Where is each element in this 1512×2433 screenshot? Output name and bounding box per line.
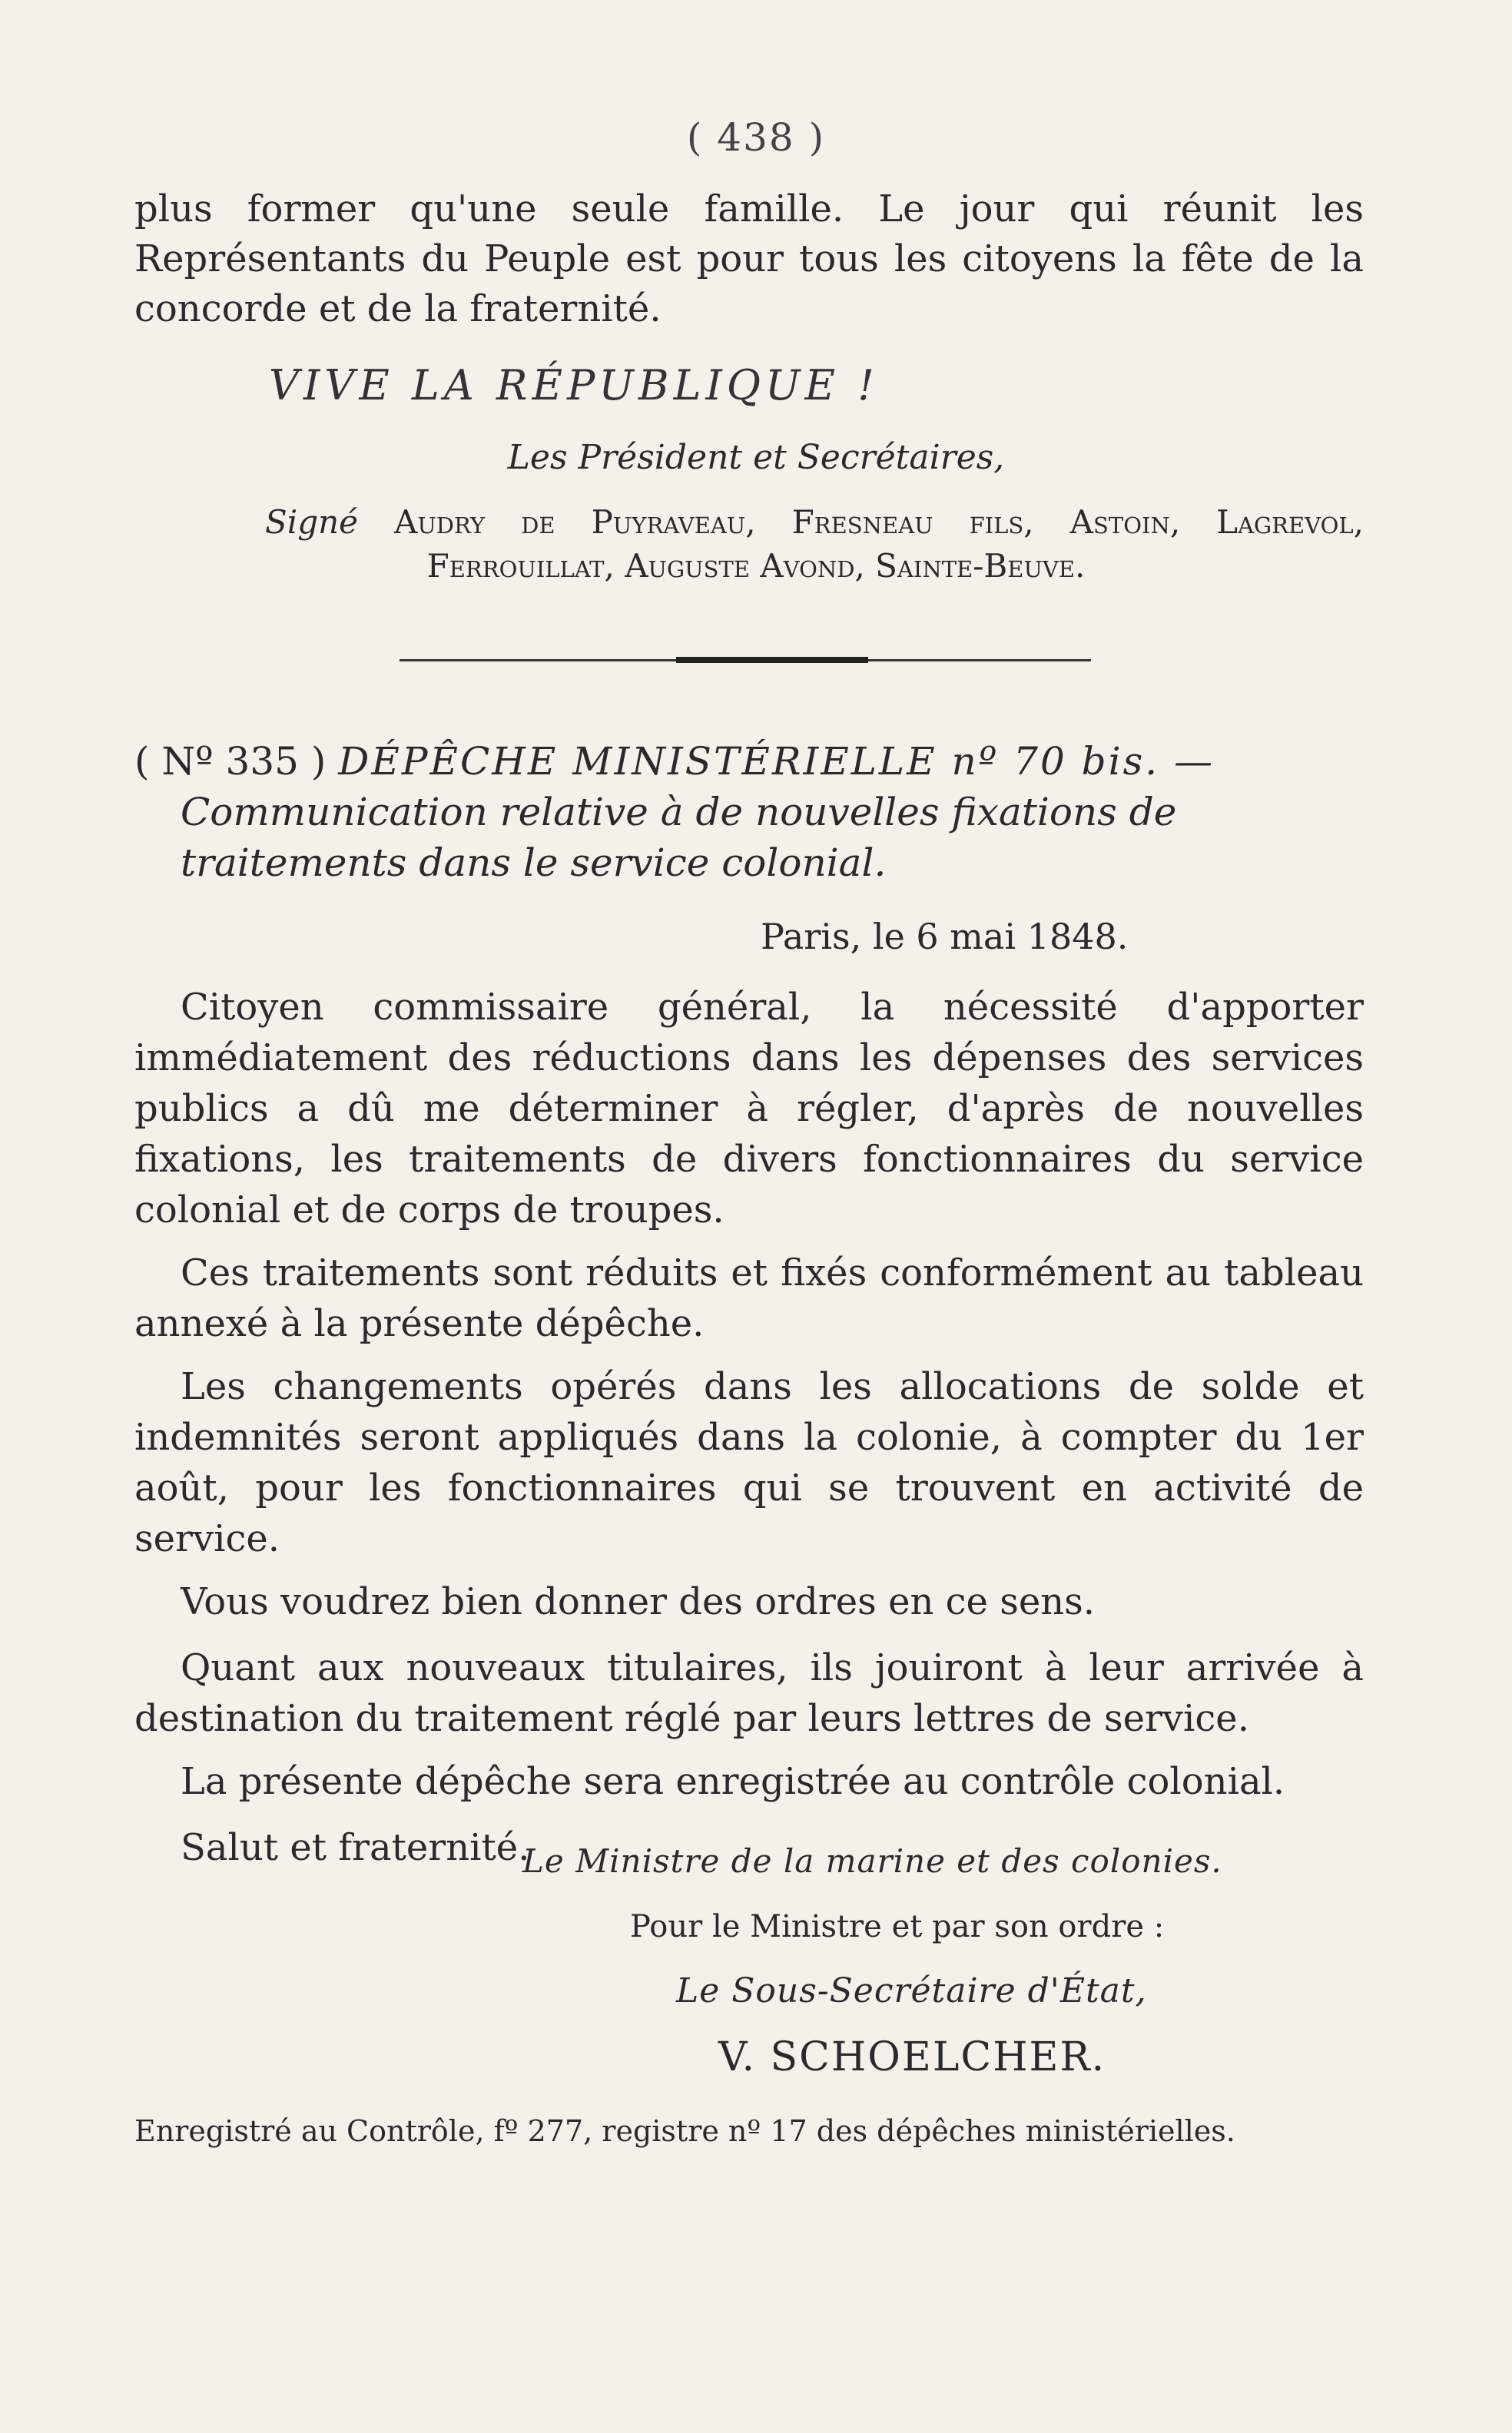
signe-label: Signé bbox=[265, 503, 358, 541]
paragraph-5: Quant aux nouveaux titulaires, ils jouiront à leur arrivée à destination du traitement réglé par leurs lettres de service. bbox=[134, 1646, 1364, 1740]
separator-ornament bbox=[676, 657, 868, 663]
vive-la-republique: VIVE LA RÉPUBLIQUE ! bbox=[269, 361, 879, 409]
sous-secretaire: Le Sous-Secrétaire d'État, bbox=[676, 1971, 1147, 2010]
depeche-subtitle: Communication relative à de nouvelles fixations de traitements dans le service colonial. bbox=[181, 790, 1177, 885]
paragraph-2: Ces traitements sont réduits et fixés conformément au tableau annexé à la présente dépêche. bbox=[134, 1251, 1364, 1345]
page-number: ( 438 ) bbox=[686, 115, 826, 160]
depeche-number: ( Nº 335 ) bbox=[134, 739, 327, 784]
signature-name: V. SCHOELCHER. bbox=[718, 2034, 1106, 2080]
signatories-names-1: Audry de Puyraveau, Fresneau fils, Astoin, Lagrevol, bbox=[394, 503, 1364, 541]
paragraph-1: Citoyen commissaire général, la nécessité d'apporter immédiatement des réductions dans les dépenses des services publics a dû me déterminer à régler, d'après de nouvelles fixations, les traitements de divers fonctionnaires du service colonial et de corps de troupes. bbox=[134, 986, 1364, 1231]
pour-le-ministre: Pour le Ministre et par son ordre : bbox=[630, 1909, 1165, 1944]
depeche-heading: DÉPÊCHE MINISTÉRIELLE nº 70 bis. — bbox=[338, 739, 1215, 784]
top-paragraph bbox=[134, 184, 1364, 334]
letter-body bbox=[134, 982, 1364, 1888]
paragraph-4: Vous voudrez bien donner des ordres en ce sens. bbox=[181, 1580, 1096, 1623]
president-secretaires: Les Président et Secrétaires, bbox=[507, 438, 1005, 477]
top-paragraph-text: plus former qu'une seule famille. Le jour qui réunit les Représentants du Peuple est pour tous les citoyens la fête de la concorde et de la fraternité. bbox=[134, 187, 1364, 330]
depeche-title bbox=[134, 736, 1364, 888]
paragraph-7: Salut et fraternité. bbox=[181, 1826, 530, 1869]
paragraph-3: Les changements opérés dans les allocations de solde et indemnités seront appliqués dans la colonie, à compter du 1er août, pour les fonctionnaires qui se trouvent en activité de service. bbox=[134, 1365, 1364, 1560]
registration-note: Enregistré au Contrôle, fº 277, registre nº 17 des dépêches ministérielles. bbox=[134, 2114, 1235, 2148]
letter-date: Paris, le 6 mai 1848. bbox=[761, 916, 1129, 957]
paragraph-6: La présente dépêche sera enregistrée au contrôle colonial. bbox=[181, 1760, 1285, 1803]
signatories-line-2: Ferrouillat, Auguste Avond, Sainte-Beuve. bbox=[426, 547, 1086, 585]
ministre-line: Le Ministre de la marine et des colonies. bbox=[522, 1842, 1222, 1880]
